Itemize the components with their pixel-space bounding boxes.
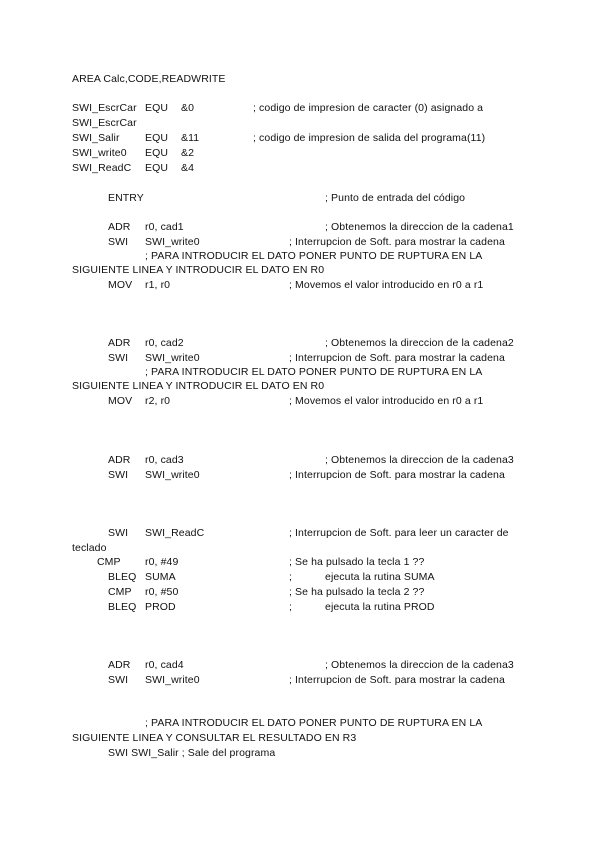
- instr-comment: ; Obtenemos la direccion de la cadena2: [325, 337, 514, 349]
- instr-op: SWI: [108, 527, 129, 539]
- decl-value: &4: [181, 162, 195, 174]
- instr-op: SWI: [108, 674, 129, 686]
- decl-op: EQU: [145, 102, 169, 114]
- instr-comment: ejecuta la rutina PROD: [325, 601, 435, 613]
- instr-op: ADR: [108, 454, 131, 466]
- instr-args: r0, cad3: [145, 454, 184, 466]
- instr-args: r0, #49: [145, 556, 179, 568]
- decl-value: &0: [181, 102, 195, 114]
- instr-args: SWI_write0: [145, 674, 200, 686]
- instr-comment: ; Se ha pulsado la tecla 2 ??: [289, 586, 425, 598]
- instr-args: r0, #50: [145, 586, 179, 598]
- instr-comment: ; Obtenemos la direccion de la cadena1: [325, 221, 514, 233]
- instr-args: SWI_write0: [145, 469, 200, 481]
- instr-op: MOV: [108, 395, 133, 407]
- instr-comment: ; Se ha pulsado la tecla 1 ??: [289, 556, 425, 568]
- decl-op: EQU: [145, 132, 169, 144]
- entry-directive: ENTRY: [108, 192, 144, 204]
- exit-instruction: SWI SWI_Salir ; Sale del programa: [108, 747, 276, 759]
- instr-comment: ; Interrupcion de Soft. para mostrar la cadena: [289, 674, 505, 686]
- note-line: ; PARA INTRODUCIR EL DATO PONER PUNTO DE RUPTURA EN LA: [145, 366, 483, 378]
- instr-op: MOV: [108, 279, 133, 291]
- instr-op: ADR: [108, 221, 131, 233]
- decl-value: &2: [181, 147, 195, 159]
- instr-comment-marker: ;: [289, 601, 293, 613]
- decl-value: &11: [181, 132, 200, 144]
- instr-comment: ; Interrupcion de Soft. para mostrar la cadena: [289, 352, 505, 364]
- note-line: ; PARA INTRODUCIR EL DATO PONER PUNTO DE RUPTURA EN LA: [145, 250, 483, 262]
- instr-args: SWI_write0: [145, 236, 200, 248]
- instr-op: BLEQ: [108, 601, 137, 613]
- decl-op: EQU: [145, 162, 169, 174]
- instr-args: SUMA: [145, 571, 176, 583]
- decl-label: SWI_EscrCar: [72, 117, 137, 129]
- decl-label: SWI_Salir: [72, 132, 120, 144]
- decl-op: EQU: [145, 147, 169, 159]
- instr-args: r0, cad2: [145, 337, 184, 349]
- decl-label: SWI_write0: [72, 147, 127, 159]
- instr-comment: ; Movemos el valor introducido en r0 a r1: [289, 395, 484, 407]
- decl-comment: ; codigo de impresion de salida del programa(11): [253, 132, 486, 144]
- instr-args: SWI_write0: [145, 352, 200, 364]
- instr-args: SWI_ReadC: [145, 527, 205, 539]
- instr-comment: ; Interrupcion de Soft. para mostrar la cadena: [289, 236, 505, 248]
- instr-comment: ; Interrupcion de Soft. para mostrar la cadena: [289, 469, 505, 481]
- instr-op: CMP: [97, 556, 121, 568]
- instr-comment: ; Obtenemos la direccion de la cadena3: [325, 454, 514, 466]
- instr-comment-marker: ;: [289, 571, 293, 583]
- instr-comment: ; Movemos el valor introducido en r0 a r1: [289, 279, 484, 291]
- instr-comment: ejecuta la rutina SUMA: [325, 571, 435, 583]
- instr-op: SWI: [108, 352, 129, 364]
- instr-args: r2, r0: [145, 395, 171, 407]
- instr-op: SWI: [108, 469, 129, 481]
- instr-op: SWI: [108, 236, 129, 248]
- instr-comment: ; Obtenemos la direccion de la cadena3: [325, 659, 514, 671]
- note-line: SIGUIENTE LINEA Y INTRODUCIR EL DATO EN R0: [72, 380, 325, 392]
- note-line: SIGUIENTE LINEA Y INTRODUCIR EL DATO EN R0: [72, 264, 325, 276]
- entry-comment: ; Punto de entrada del código: [325, 192, 466, 204]
- decl-comment: ; codigo de impresion de caracter (0) asignado a: [253, 102, 484, 114]
- decl-label: SWI_ReadC: [72, 162, 132, 174]
- instr-op: CMP: [108, 586, 132, 598]
- instr-args: r0, cad1: [145, 221, 184, 233]
- instr-op: ADR: [108, 337, 131, 349]
- decl-label: SWI_EscrCar: [72, 102, 137, 114]
- comment-continuation: teclado: [72, 542, 107, 554]
- instr-comment: ; Interrupcion de Soft. para leer un caracter de: [289, 527, 509, 539]
- instr-op: ADR: [108, 659, 131, 671]
- instr-op: BLEQ: [108, 571, 137, 583]
- instr-args: r1, r0: [145, 279, 171, 291]
- instr-args: r0, cad4: [145, 659, 184, 671]
- note-line: SIGUIENTE LINEA Y CONSULTAR EL RESULTADO EN R3: [72, 732, 357, 744]
- instr-args: PROD: [145, 601, 176, 613]
- area-directive: AREA Calc,CODE,READWRITE: [72, 73, 226, 85]
- note-line: ; PARA INTRODUCIR EL DATO PONER PUNTO DE RUPTURA EN LA: [145, 717, 483, 729]
